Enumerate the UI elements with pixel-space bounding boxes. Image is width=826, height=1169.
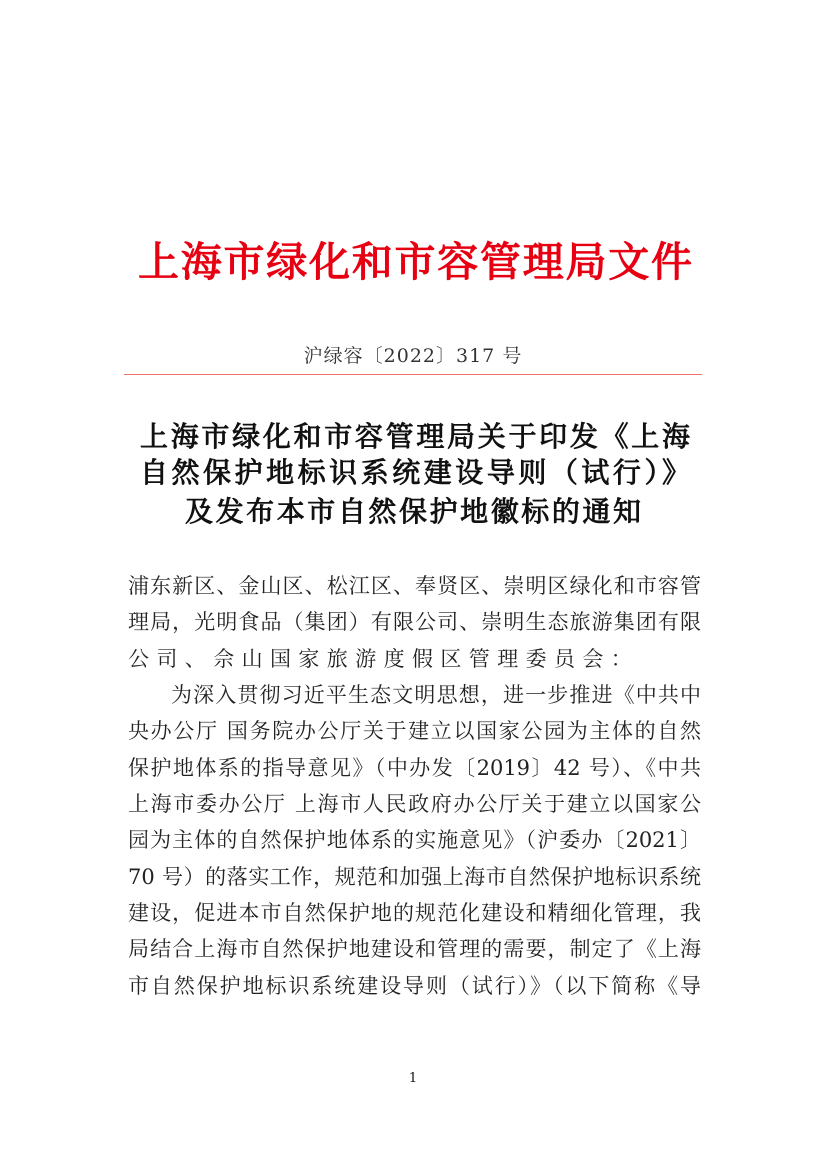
body-line: 市自然保护地标识系统建设导则（试行）》（以下简称《导 — [128, 974, 701, 998]
body-line: 央办公厅 国务院办公厅关于建立以国家公园为主体的自然 — [128, 719, 701, 743]
body-line: 上海市委办公厅 上海市人民政府办公厅关于建立以国家公 — [128, 792, 701, 816]
issuer-header: 上海市绿化和市容管理局文件 — [138, 238, 692, 286]
body-line: 园为主体的自然保护地体系的实施意见》（沪委办〔2021〕 — [128, 828, 701, 852]
document-title-line: 上海市绿化和市容管理局关于印发《上海 — [140, 420, 690, 453]
body-line: 浦东新区、金山区、松江区、奉贤区、崇明区绿化和市容管 — [128, 574, 701, 598]
red-divider — [124, 374, 702, 375]
body-line: 理局，光明食品（集团）有限公司、崇明生态旅游集团有限 — [128, 610, 701, 634]
document-number: 沪绿容〔2022〕317 号 — [303, 345, 523, 367]
body-line: 公司、佘山国家旅游度假区管理委员会： — [128, 647, 640, 671]
page-number: 1 — [408, 1071, 418, 1086]
body-line: 建设，促进本市自然保护地的规范化建设和精细化管理，我 — [128, 901, 701, 925]
document-title-line: 自然保护地标识系统建设导则（试行）》 — [140, 456, 690, 489]
body-line: 70 号）的落实工作，规范和加强上海市自然保护地标识系统 — [128, 865, 701, 889]
body-line: 局结合上海市自然保护地建设和管理的需要，制定了《上海 — [128, 937, 701, 961]
document-title-line: 及发布本市自然保护地徽标的通知 — [185, 495, 641, 528]
body-line: 为深入贯彻习近平生态文明思想，进一步推进《中共中 — [171, 683, 701, 707]
body-line: 保护地体系的指导意见》（中办发〔2019〕42 号）、《中共 — [128, 756, 701, 780]
